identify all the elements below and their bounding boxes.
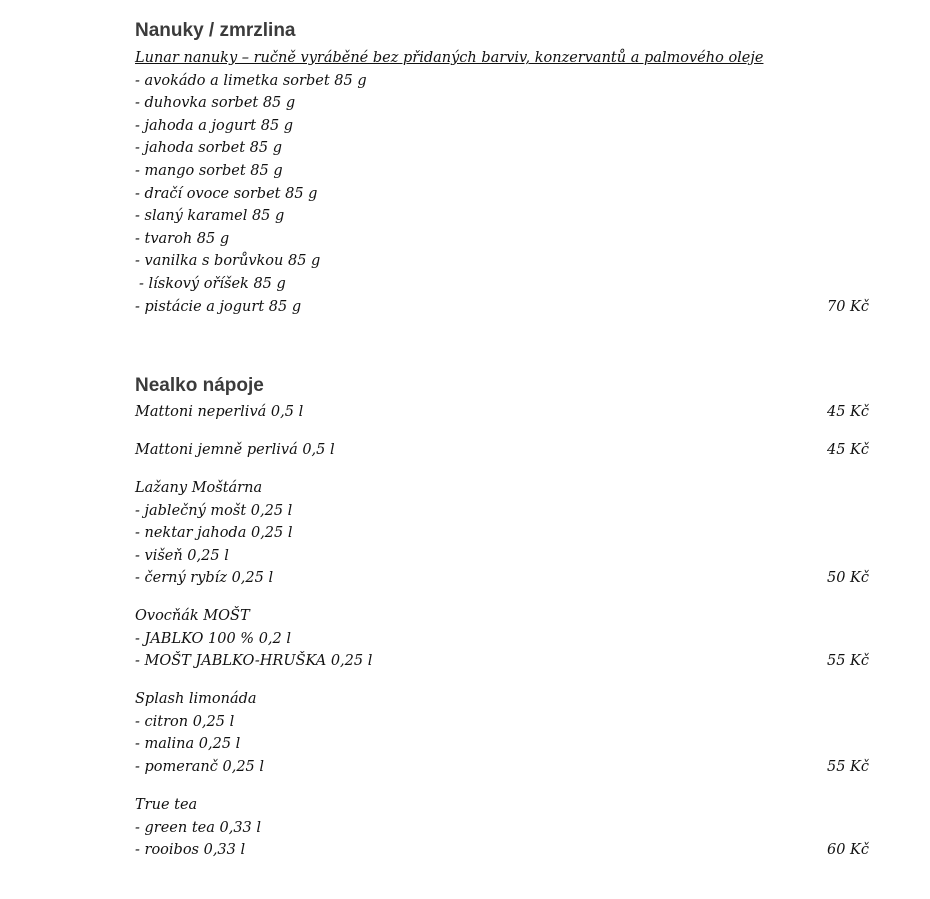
- list-item: - černý rybíz 0,25 l: [135, 570, 274, 587]
- list-item: - green tea 0,33 l: [135, 819, 262, 836]
- drink-row-mattoni-still: [135, 401, 869, 424]
- list-item-with-price: [135, 296, 869, 319]
- section-title: Nanuky / zmrzlina: [135, 20, 296, 41]
- drink-group-splash: [135, 688, 869, 778]
- list-item: - lískový oříšek 85 g: [139, 275, 286, 292]
- list-item: - rooibos 0,33 l: [135, 842, 246, 859]
- list-item: - avokádo a limetka sorbet 85 g: [135, 72, 367, 89]
- list-item: - vanilka s borůvkou 85 g: [135, 253, 321, 270]
- list-item: - mango sorbet 85 g: [135, 162, 283, 179]
- price: 70 Kč: [826, 298, 869, 315]
- list-item: - višeň 0,25 l: [135, 547, 229, 564]
- drink-name: Mattoni neperlivá 0,5 l: [135, 404, 304, 420]
- list-item: - dračí ovoce sorbet 85 g: [135, 185, 318, 202]
- list-item: - jahoda a jogurt 85 g: [135, 117, 294, 134]
- list-item: - MOŠT JABLKO-HRUŠKA 0,25 l: [135, 653, 373, 670]
- list-item-with-price: [135, 756, 869, 779]
- list-item: - nektar jahoda 0,25 l: [135, 525, 293, 542]
- list-item-with-price: [135, 650, 869, 673]
- section-title: Nealko nápoje: [135, 375, 264, 396]
- list-item-with-price: [135, 839, 869, 862]
- drink-group-truetea: [135, 794, 869, 862]
- drink-name: Mattoni jemně perlivá 0,5 l: [135, 442, 335, 458]
- section-subtitle: Lunar nanuky – ručně vyráběné bez přidaných barviv, konzervantů a palmového oleje: [135, 50, 764, 66]
- list-item: - jahoda sorbet 85 g: [135, 140, 282, 157]
- group-title: Splash limonáda: [135, 691, 257, 707]
- price: 55 Kč: [826, 758, 869, 775]
- drink-group-ovocnak: [135, 605, 869, 673]
- list-item: - citron 0,25 l: [135, 713, 235, 730]
- price: 45 Kč: [826, 404, 869, 420]
- group-title: Lažany Moštárna: [135, 480, 263, 496]
- list-item: - tvaroh 85 g: [135, 230, 230, 247]
- drink-row-mattoni-sparkling: [135, 439, 869, 462]
- price: 55 Kč: [826, 653, 869, 670]
- price: 60 Kč: [826, 842, 869, 859]
- list-item: - slaný karamel 85 g: [135, 208, 285, 225]
- list-item-with-price: [135, 567, 869, 590]
- list-item: - pistácie a jogurt 85 g: [135, 298, 302, 315]
- ice-cream-section: [135, 19, 869, 43]
- group-title: True tea: [135, 797, 198, 813]
- list-item: - jablečný mošt 0,25 l: [135, 502, 293, 519]
- list-item: - malina 0,25 l: [135, 736, 241, 753]
- list-item: - duhovka sorbet 85 g: [135, 95, 296, 112]
- drink-group-lazany: [135, 477, 869, 590]
- list-item: - pomeranč 0,25 l: [135, 758, 265, 775]
- price: 50 Kč: [826, 570, 869, 587]
- price: 45 Kč: [826, 442, 869, 458]
- list-item: - JABLKO 100 % 0,2 l: [135, 630, 291, 647]
- group-title: Ovocňák MOŠT: [135, 608, 250, 624]
- drinks-section: [135, 374, 869, 398]
- ice-cream-list: [135, 47, 869, 318]
